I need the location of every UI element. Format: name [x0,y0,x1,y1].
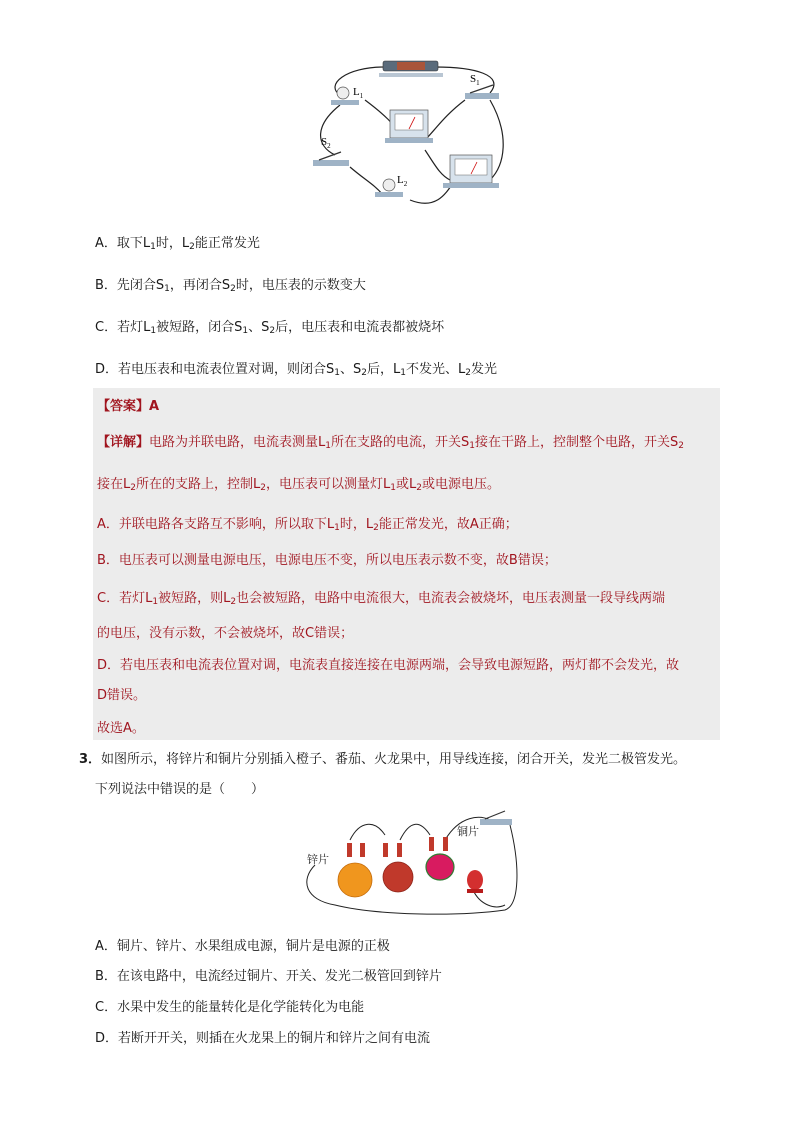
label-S2: $S_2$ [321,136,331,150]
detail-line-1: 【详解】电路为并联电路，电流表测量$L_1$所在支路的电流，开关$S_1$接在干路上，控制整个电路，开关$S_2$ [97,435,684,451]
fruit-battery-figure [295,805,520,925]
detail-line-a: A．并联电路各支路互不影响，所以取下$L_1$时，$L_2$能正常发光，故A正确； [97,517,518,533]
label-L1: $L_1$ [353,86,364,100]
q3-option-d: D．若断开开关，则插在火龙果上的铜片和锌片之间有电流 [95,1031,431,1046]
circuit-figure [305,55,505,220]
q3-option-a: A．铜片、锌片、水果组成电源，铜片是电源的正极 [95,939,390,954]
option-a: A．取下$L_1$时，$L_2$能正常发光 [95,236,260,252]
label-copper: 铜片 [457,825,479,838]
detail-line-d2: D错误。 [97,688,147,703]
q3-option-c: C．水果中发生的能量转化是化学能转化为电能 [95,1000,365,1015]
q3-option-b: B．在该电路中，电流经过铜片、开关、发光二极管回到锌片 [95,969,442,984]
detail-line-b: B．电压表可以测量电源电压，电源电压不变，所以电压表示数不变，故B错误； [97,553,557,568]
detail-line-2: 接在$L_2$所在的支路上，控制$L_2$，电压表可以测量灯$L_1$或$L_2$或电源电压。 [97,477,500,493]
detail-line-c2: 的电压，没有示数，不会被烧坏，故C错误； [97,626,354,641]
option-b: B．先闭合$S_1$，再闭合$S_2$时，电压表的示数变大 [95,278,366,294]
option-c: C．若灯$L_1$被短路，闭合$S_1$、$S_2$后，电压表和电流表都被烧坏 [95,320,445,336]
option-d: D．若电压表和电流表位置对调，则闭合$S_1$、$S_2$后，$L_1$不发光、$L_2$发光 [95,362,497,378]
detail-line-d1: D．若电压表和电流表位置对调，电流表直接连接在电源两端，会导致电源短路，两灯都不会发光，故 [97,658,680,673]
detail-line-c1: C．若灯$L_1$被短路，则$L_2$也会被短路，电路中电流很大，电流表会被烧坏，电压表测量一段导线两端 [97,591,666,607]
q3-stem-line-2: 下列说法中错误的是（ ） [95,782,265,797]
final-answer: 故选A。 [97,721,145,736]
label-zinc: 锌片 [307,853,329,866]
label-S1: $S_1$ [470,73,480,87]
answer-label: 【答案】A [97,399,160,414]
q3-stem-line-1: 3．如图所示，将锌片和铜片分别插入橙子、番茄、火龙果中，用导线连接，闭合开关，发光二极管发光。 [79,752,687,767]
label-L2: $L_2$ [397,174,408,188]
